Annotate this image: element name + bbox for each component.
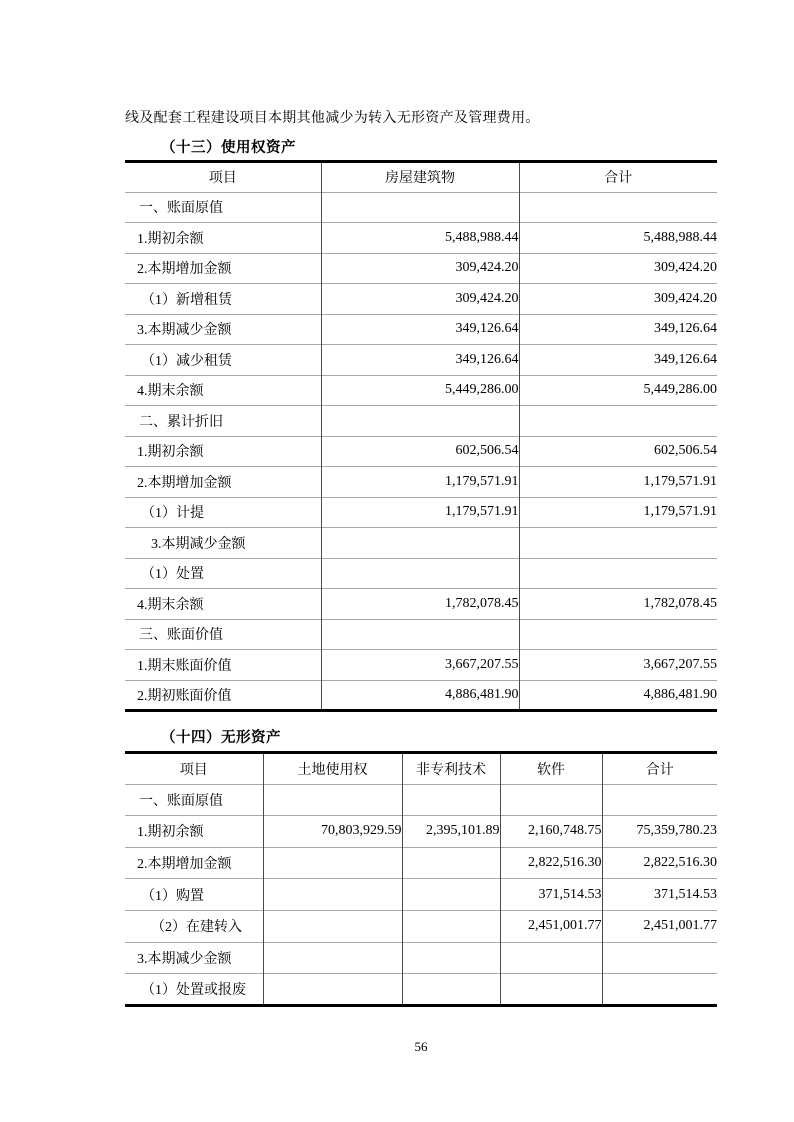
row-label-cell: （1）新增租赁 xyxy=(141,292,232,308)
row-label-cell: 4.期末余额 xyxy=(137,384,204,400)
value-cell: 2,160,748.75 xyxy=(500,816,602,848)
value-cell: 602,506.54 xyxy=(321,436,519,467)
value-cell: 2,822,516.30 xyxy=(500,847,602,879)
value-cell: 349,126.64 xyxy=(519,345,717,376)
value-cell xyxy=(602,974,717,1006)
header-cell-item: 项目 xyxy=(208,171,237,187)
row-label-cell: 3.本期减少金额 xyxy=(151,536,246,552)
table-row xyxy=(125,942,717,974)
row-label-cell: 2.期初账面价值 xyxy=(137,688,232,704)
table-row xyxy=(125,589,717,620)
value-cell xyxy=(263,974,402,1006)
value-cell xyxy=(263,847,402,879)
value-cell xyxy=(500,942,602,974)
header-cell-total: 合计 xyxy=(602,753,717,785)
value-cell: 5,449,286.00 xyxy=(519,375,717,406)
value-cell: 371,514.53 xyxy=(602,879,717,911)
table-row xyxy=(125,467,717,498)
header-cell-total: 合计 xyxy=(519,162,717,193)
value-cell: 309,424.20 xyxy=(321,284,519,315)
table-header-row xyxy=(125,753,717,785)
value-cell: 309,424.20 xyxy=(519,284,717,315)
value-cell: 1,179,571.91 xyxy=(321,497,519,528)
table-row xyxy=(125,784,717,816)
table-row xyxy=(125,436,717,467)
value-cell: 4,886,481.90 xyxy=(519,680,717,711)
value-cell xyxy=(263,784,402,816)
value-cell xyxy=(500,974,602,1006)
value-cell: 309,424.20 xyxy=(321,253,519,284)
value-cell xyxy=(321,528,519,559)
row-label-cell: 二、累计折旧 xyxy=(139,414,223,430)
row-label-cell: 3.本期减少金额 xyxy=(137,951,232,967)
row-label-cell: （1）处置 xyxy=(141,567,204,583)
table-row xyxy=(125,345,717,376)
value-cell: 5,488,988.44 xyxy=(321,223,519,254)
value-cell: 2,822,516.30 xyxy=(602,847,717,879)
value-cell xyxy=(402,974,500,1006)
value-cell xyxy=(519,619,717,650)
table-row xyxy=(125,528,717,559)
value-cell: 1,782,078.45 xyxy=(321,589,519,620)
value-cell: 3,667,207.55 xyxy=(519,650,717,681)
section-14-heading: （十四）无形资产 xyxy=(161,730,281,746)
row-label-cell: （2）在建转入 xyxy=(151,920,242,936)
row-label-cell: 一、账面原值 xyxy=(139,201,223,217)
right-of-use-assets-table xyxy=(125,160,717,712)
value-cell xyxy=(602,784,717,816)
table-row xyxy=(125,847,717,879)
value-cell: 1,179,571.91 xyxy=(519,497,717,528)
row-label-cell: 三、账面价值 xyxy=(139,628,223,644)
row-label-cell: （1）处置或报废 xyxy=(141,982,246,998)
value-cell: 5,449,286.00 xyxy=(321,375,519,406)
value-cell: 1,782,078.45 xyxy=(519,589,717,620)
value-cell: 309,424.20 xyxy=(519,253,717,284)
value-cell xyxy=(321,619,519,650)
header-cell-land-use-right: 土地使用权 xyxy=(263,753,402,785)
row-label-cell: 1.期末账面价值 xyxy=(137,658,232,674)
header-cell-item: 项目 xyxy=(179,762,208,778)
row-label-cell: 1.期初余额 xyxy=(137,445,204,461)
value-cell: 1,179,571.91 xyxy=(321,467,519,498)
value-cell: 3,667,207.55 xyxy=(321,650,519,681)
value-cell xyxy=(263,910,402,942)
table-row xyxy=(125,816,717,848)
value-cell: 602,506.54 xyxy=(519,436,717,467)
value-cell xyxy=(402,847,500,879)
row-label-cell: （1）计提 xyxy=(141,506,204,522)
value-cell xyxy=(402,784,500,816)
value-cell: 371,514.53 xyxy=(500,879,602,911)
table-row xyxy=(125,314,717,345)
value-cell: 5,488,988.44 xyxy=(519,223,717,254)
value-cell xyxy=(321,192,519,223)
table-row xyxy=(125,192,717,223)
value-cell: 2,451,001.77 xyxy=(602,910,717,942)
value-cell xyxy=(321,406,519,437)
value-cell xyxy=(519,528,717,559)
row-label-cell: （1）减少租赁 xyxy=(141,353,232,369)
value-cell xyxy=(402,910,500,942)
value-cell: 4,886,481.90 xyxy=(321,680,519,711)
table-row xyxy=(125,284,717,315)
value-cell: 70,803,929.59 xyxy=(263,816,402,848)
table-row xyxy=(125,680,717,711)
value-cell: 2,395,101.89 xyxy=(402,816,500,848)
value-cell xyxy=(321,558,519,589)
value-cell: 1,179,571.91 xyxy=(519,467,717,498)
intangible-assets-table xyxy=(125,751,717,1007)
row-label-cell: 2.本期增加金额 xyxy=(137,262,232,278)
value-cell xyxy=(500,784,602,816)
row-label-cell: 3.本期减少金额 xyxy=(137,323,232,339)
section-13-heading: （十三）使用权资产 xyxy=(161,140,296,156)
page-number: 56 xyxy=(414,1039,428,1054)
table-row xyxy=(125,974,717,1006)
value-cell: 349,126.64 xyxy=(519,314,717,345)
value-cell xyxy=(402,879,500,911)
table-row xyxy=(125,223,717,254)
table-row xyxy=(125,879,717,911)
intro-paragraph: 线及配套工程建设项目本期其他减少为转入无形资产及管理费用。 xyxy=(125,111,540,126)
row-label-cell: 1.期初余额 xyxy=(137,231,204,247)
value-cell xyxy=(263,879,402,911)
value-cell: 75,359,780.23 xyxy=(602,816,717,848)
row-label-cell: 2.本期增加金额 xyxy=(137,857,232,873)
value-cell xyxy=(519,558,717,589)
row-label-cell: 一、账面原值 xyxy=(139,793,223,809)
table-row xyxy=(125,497,717,528)
header-cell-non-patent-tech: 非专利技术 xyxy=(402,753,500,785)
table-header-row xyxy=(125,162,717,193)
value-cell xyxy=(519,406,717,437)
row-label-cell: （1）购置 xyxy=(141,888,204,904)
value-cell: 349,126.64 xyxy=(321,345,519,376)
value-cell: 2,451,001.77 xyxy=(500,910,602,942)
table-row xyxy=(125,253,717,284)
header-cell-buildings: 房屋建筑物 xyxy=(321,162,519,193)
table-row xyxy=(125,406,717,437)
table-row xyxy=(125,650,717,681)
table-row xyxy=(125,558,717,589)
row-label-cell: 4.期末余额 xyxy=(137,597,204,613)
header-cell-software: 软件 xyxy=(500,753,602,785)
value-cell xyxy=(519,192,717,223)
value-cell xyxy=(602,942,717,974)
row-label-cell: 1.期初余额 xyxy=(137,825,204,841)
table-row xyxy=(125,619,717,650)
table-row xyxy=(125,375,717,406)
table-row xyxy=(125,910,717,942)
row-label-cell: 2.本期增加金额 xyxy=(137,475,232,491)
value-cell xyxy=(402,942,500,974)
value-cell xyxy=(263,942,402,974)
value-cell: 349,126.64 xyxy=(321,314,519,345)
